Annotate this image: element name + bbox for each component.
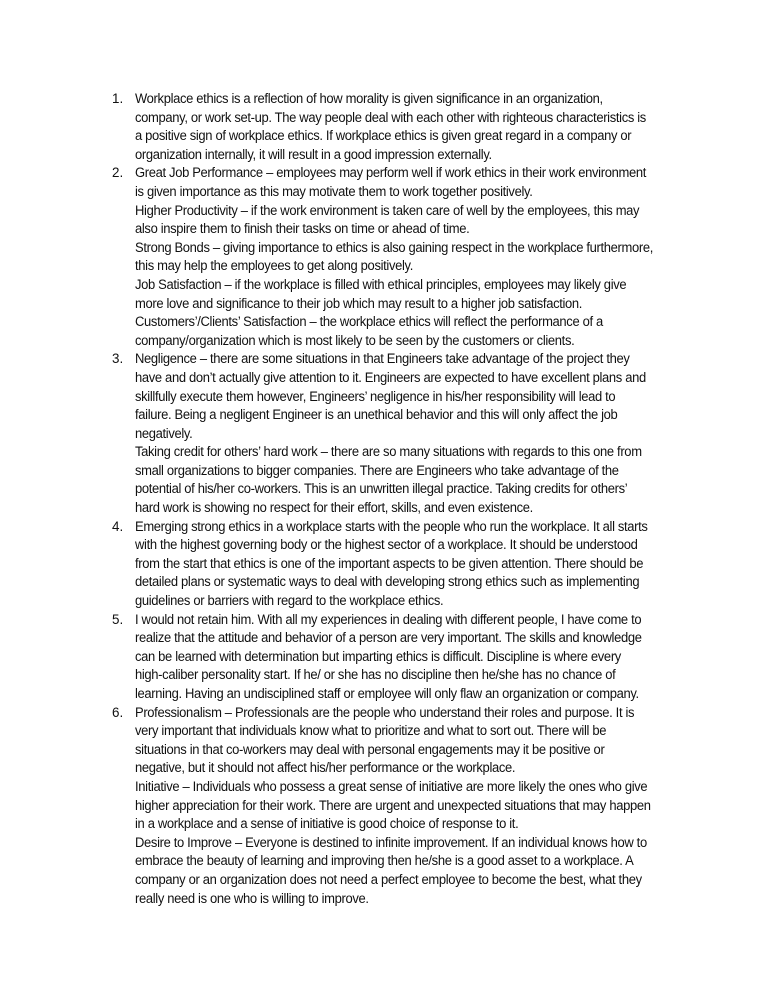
text-line: really need is one who is willing to improve. (135, 890, 369, 906)
item-number: 4. (112, 518, 124, 534)
text-line: high-caliber personality start. If he/ or she has no discipline then he/she has no chance of (135, 667, 616, 683)
item-number: 3. (112, 351, 124, 367)
paragraph-strong-bonds (135, 239, 692, 276)
text-line: in a workplace and a sense of initiative is good choice of response to it. (135, 816, 519, 832)
text-line: Strong Bonds – giving importance to ethics is also gaining respect in the workplace furthermore, (135, 239, 654, 255)
text-line: Taking credit for others’ hard work – there are so many situations with regards to this one from (135, 444, 642, 460)
text-line: Emerging strong ethics in a workplace starts with the people who run the workplace. It all starts (135, 518, 648, 534)
paragraph (135, 90, 692, 164)
text-line: potential of his/her co-workers. This is an unwritten illegal practice. Taking credits for others’ (135, 481, 628, 497)
paragraph-taking-credit (135, 443, 692, 517)
text-line: Customers’/Clients’ Satisfaction – the workplace ethics will reflect the performance of a (135, 314, 603, 330)
text-line: embrace the beauty of learning and improving then he/she is a good asset to a workplace. A (135, 853, 634, 869)
text-line: Great Job Performance – employees may perform well if work ethics in their work environment (135, 165, 646, 181)
item-number: 2. (112, 165, 124, 181)
text-line: very important that individuals know what to prioritize and what to sort out. There will be (135, 723, 607, 739)
text-line: guidelines or barriers with regard to the workplace ethics. (135, 593, 444, 609)
list-item-3 (112, 350, 692, 517)
text-line: learning. Having an undisciplined staff or employee will only flaw an organization or company. (135, 686, 639, 701)
text-line: skillfully execute them however, Engineers’ negligence in his/her responsibility will lead to (135, 388, 616, 404)
list-item-4 (112, 518, 692, 611)
text-line: detailed plans or systematic ways to deal with developing strong ethics such as implementing (135, 574, 640, 590)
text-line: situations in that co-workers may deal with personal engagements may it be positive or (135, 741, 605, 757)
paragraph (135, 611, 692, 704)
paragraph-higher-productivity (135, 202, 692, 239)
text-line: realize that the attitude and behavior of a person are very important. The skills and knowledge (135, 630, 642, 646)
text-line: negative, but it should not affect his/her performance or the workplace. (135, 760, 516, 776)
text-line: company or an organization does not need a perfect employee to become the best, what they (135, 871, 642, 887)
text-line: have and don’t actually give attention to it. Engineers are expected to have excellent plans and (135, 369, 646, 385)
item-number: 6. (112, 704, 124, 720)
text-line: this may help the employees to get along positively. (135, 258, 413, 274)
text-line: from the start that ethics is one of the important aspects to be given attention. There should be (135, 555, 644, 571)
paragraph-negligence (135, 350, 692, 443)
paragraph-desire-to-improve (135, 834, 692, 908)
text-line: can be learned with determination but imparting ethics is difficult. Discipline is where every (135, 648, 621, 664)
paragraph-great-job-performance (135, 164, 692, 201)
text-line: failure. Being a negligent Engineer is an unethical behavior and this will only affect the job (135, 407, 618, 423)
text-line: Workplace ethics is a reflection of how morality is given significance in an organization, (135, 91, 603, 106)
text-line: Professionalism – Professionals are the people who understand their roles and purpose. It is (135, 704, 635, 720)
text-line: Initiative – Individuals who possess a great sense of initiative are more likely the ones who give (135, 778, 648, 794)
list-item-5 (112, 611, 692, 704)
text-line: Negligence – there are some situations in that Engineers take advantage of the project they (135, 351, 630, 367)
list-item-1 (112, 90, 692, 164)
paragraph-job-satisfaction (135, 276, 692, 313)
text-line: negatively. (135, 425, 193, 441)
text-line: company, or work set-up. The way people deal with each other with righteous characteristics is (135, 109, 646, 125)
text-line: a positive sign of workplace ethics. If workplace ethics is given great regard in a company or (135, 128, 632, 144)
text-line: Desire to Improve – Everyone is destined to infinite improvement. If an individual knows how to (135, 834, 647, 850)
text-line: small organizations to bigger companies. There are Engineers who take advantage of the (135, 462, 619, 478)
text-line: Job Satisfaction – if the workplace is filled with ethical principles, employees may likely give (135, 276, 627, 292)
numbered-list (112, 90, 692, 908)
text-line: company/organization which is most likely to be seen by the customers or clients. (135, 332, 575, 348)
item-number: 1. (112, 91, 124, 106)
text-line: I would not retain him. With all my experiences in dealing with different people, I have come to (135, 611, 642, 627)
text-line: organization internally, it will result in a good impression externally. (135, 146, 492, 162)
list-item-6 (112, 704, 692, 909)
paragraph-initiative (135, 778, 692, 834)
text-line: also inspire them to finish their tasks on time or ahead of time. (135, 221, 470, 237)
paragraph-professionalism (135, 704, 692, 778)
text-line: higher appreciation for their work. There are urgent and unexpected situations that may happen (135, 797, 651, 813)
list-item-2 (112, 164, 692, 350)
text-line: more love and significance to their job which may result to a higher job satisfaction. (135, 295, 583, 311)
text-line: is given importance as this may motivate them to work together positively. (135, 183, 533, 199)
text-line: hard work is showing no respect for their effort, skills, and even existence. (135, 500, 533, 516)
text-line: Higher Productivity – if the work environment is taken care of well by the employees, this may (135, 202, 640, 218)
paragraph-customer-satisfaction (135, 313, 692, 350)
paragraph (135, 518, 692, 611)
text-line: with the highest governing body or the highest sector of a workplace. It should be understood (135, 537, 638, 553)
item-number: 5. (112, 611, 124, 627)
